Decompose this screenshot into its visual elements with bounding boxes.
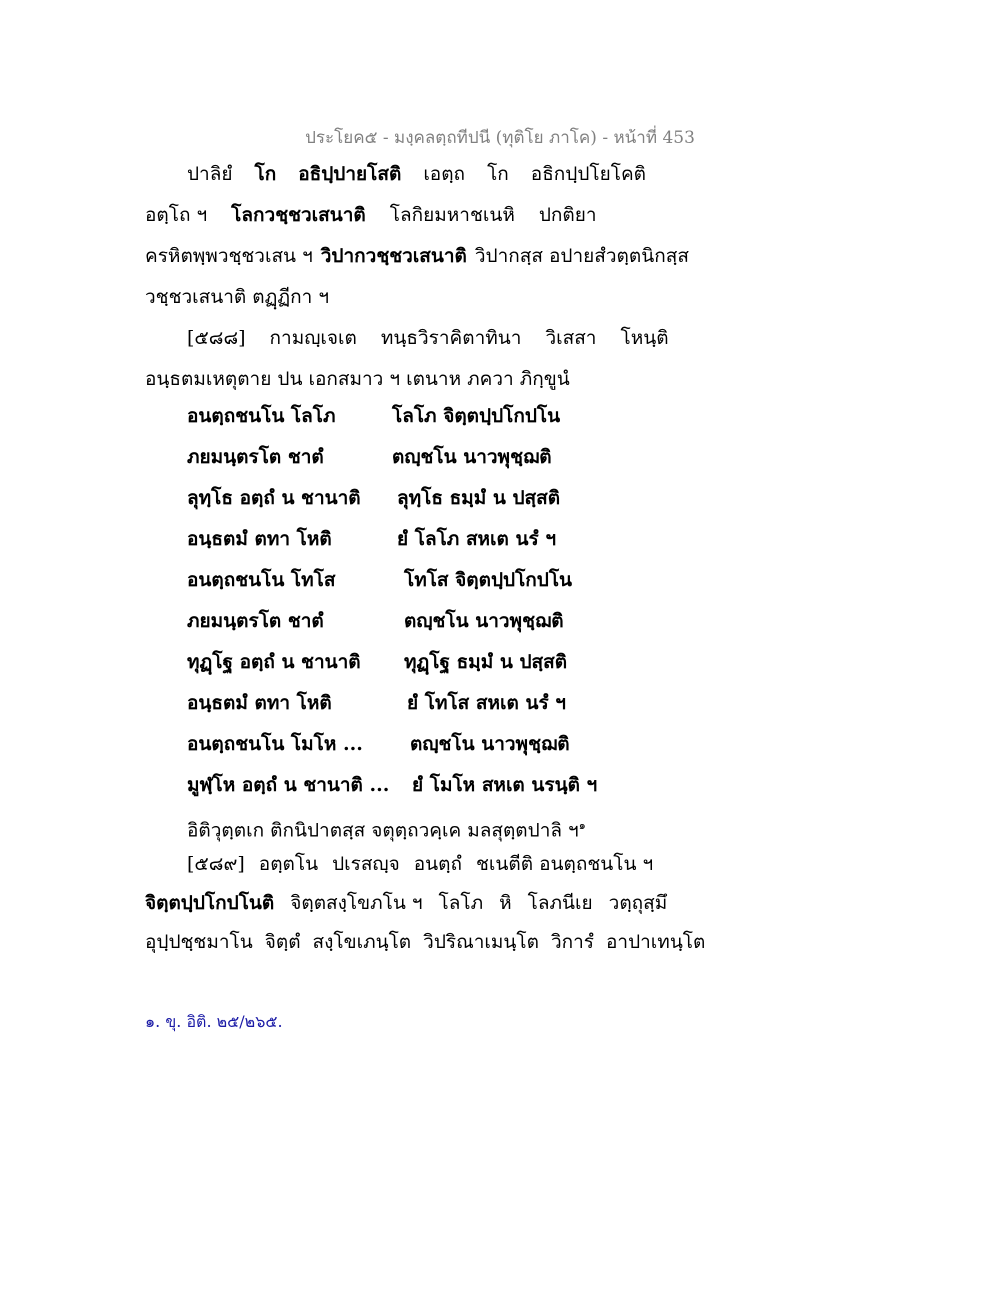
text: วิการํ <box>550 931 594 953</box>
text: วิเสสา <box>545 327 597 349</box>
verse-right: โลโภ จิตฺตปฺปโกปโน <box>392 405 561 427</box>
text: สงฺโขเภนฺโต <box>312 931 412 953</box>
text: โลโภ <box>438 892 484 914</box>
verse-left: ภยมนฺตรโต ชาตํ <box>187 446 324 468</box>
footnote-marker: ๑ <box>578 819 586 832</box>
text: อุปฺปชฺชมาโน <box>145 931 253 953</box>
text: ครหิตพฺพวชฺชวเสน ฯ <box>145 245 313 267</box>
text: อิติวุตฺตเก ติกนิปาตสฺส จตุตฺถวคฺเค มลสุตฺตปาลิ ฯ <box>187 819 579 842</box>
verse-right: ยํ โมโห สหเต นรนฺติ ฯ <box>412 774 598 796</box>
paragraph-number: [๕๘๙] <box>187 853 245 875</box>
text: อตฺตโน <box>258 853 319 875</box>
keyword: อธิปฺปายโสติ <box>298 163 402 185</box>
verse-left: ภยมนฺตรโต ชาตํ <box>187 610 324 632</box>
verse-right: ทุฏฺโฐ ธมฺมํ น ปสฺสติ <box>404 651 568 673</box>
text: ปกติยา <box>538 204 597 226</box>
text: ปเรสญฺจ <box>332 853 400 875</box>
text: ทนฺธวิราคิตาทินา <box>380 327 522 349</box>
para1-line4: วชฺชวเสนาติ ตฏฺฏีกา ฯ <box>145 286 329 308</box>
text: โลภนีเย <box>527 892 593 914</box>
verse-left: ลุทฺโธ อตฺถํ น ชานาติ <box>187 487 361 509</box>
para3-line3 <box>145 928 705 956</box>
keyword: โลกวชฺชวเสนาติ <box>231 204 366 226</box>
verse-right: ยํ โลโภ สหเต นรํ ฯ <box>397 528 556 550</box>
text: วิปากสฺส อปายสํวตฺตนิกสฺส <box>474 245 689 267</box>
text: ชเนตีติ อนตฺถชนโน ฯ <box>476 853 654 875</box>
verse-right: ตญฺชโน นาวพุชฺฌติ <box>410 733 570 755</box>
paragraph-number: [๕๘๘] <box>187 327 246 349</box>
verse-left: อนตฺถชนโน โมโห ... <box>187 733 363 755</box>
para1-line3 <box>145 242 689 270</box>
para1-line2 <box>145 201 597 229</box>
text: กามญฺเจเต <box>269 327 357 349</box>
verse-right: โทโส จิตฺตปฺปโกปโน <box>404 569 573 591</box>
verse-left: มูฬฺโห อตฺถํ น ชานาติ ... <box>187 774 390 796</box>
text: จิตฺตสงฺโขภโน ฯ <box>290 892 423 914</box>
verse-left: อนตฺถชนโน โลโภ <box>187 405 336 427</box>
keyword: โก <box>254 163 277 185</box>
para3-line2 <box>145 889 667 917</box>
text: หิ <box>499 892 512 914</box>
text: อธิกปฺปโยโคติ <box>530 163 647 185</box>
page-header: ประโยค๕ - มงฺคลตฺถทีปนี (ทุติโย ภาโค) - หน้าที่ 453 <box>305 128 695 148</box>
text: โลกิยมหาชเนหิ <box>389 204 515 226</box>
keyword: จิตฺตปฺปโกปโนติ <box>145 892 275 914</box>
para1-line1 <box>187 160 646 188</box>
verse-right: ลุทฺโธ ธมฺมํ น ปสฺสติ <box>397 487 561 509</box>
text: ปาลิยํ <box>187 163 233 185</box>
text: วตฺถุสฺมึ <box>608 892 668 914</box>
text: โหนฺติ <box>620 327 669 349</box>
para2-line1 <box>187 324 669 352</box>
verse-left: อนตฺถชนโน โทโส <box>187 569 336 591</box>
keyword: วิปากวชฺชวเสนาติ <box>320 245 467 267</box>
verse-right: ตญฺชโน นาวพุชฺฌติ <box>404 610 564 632</box>
verse-left: อนฺธตมํ ตทา โหติ <box>187 692 332 714</box>
text: โก <box>487 163 509 185</box>
verse-right: ยํ โทโส สหเต นรํ ฯ <box>407 692 566 714</box>
footnote: ๑. ขุ. อิติ. ๒๕/๒๖๕. <box>145 1012 283 1031</box>
text: วิปริณาเมนฺโต <box>423 931 539 953</box>
text: เอตฺถ <box>423 163 466 185</box>
text: อาปาเทนฺโต <box>605 931 706 953</box>
text: อนตฺถํ <box>413 853 463 875</box>
closing-line <box>187 812 586 844</box>
para3-line1 <box>187 850 653 878</box>
text: อตฺโถ ฯ <box>145 204 208 226</box>
text: จิตฺตํ <box>264 931 301 953</box>
verse-left: อนฺธตมํ ตทา โหติ <box>187 528 332 550</box>
verse-left: ทุฏฺโฐ อตฺถํ น ชานาติ <box>187 651 361 673</box>
verse-right: ตญฺชโน นาวพุชฺฌติ <box>392 446 552 468</box>
para2-line2: อนฺธตมเหตุตาย ปน เอกสมาว ฯ เตนาห ภควา ภิกฺขูนํ <box>145 368 570 390</box>
